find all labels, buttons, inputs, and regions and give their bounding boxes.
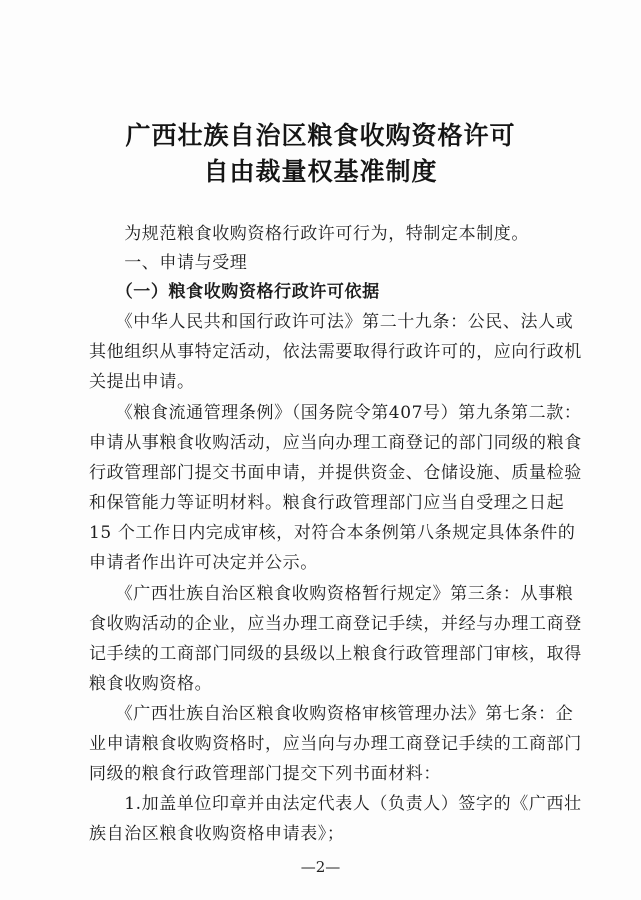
- paragraph-line: 粮食收购资格。: [89, 674, 213, 694]
- document-title-line-1: 广西壮族自治区粮食收购资格许可: [125, 121, 516, 150]
- paragraph-line: 和保管能力等证明材料。粮食行政管理部门应当自受理之日起: [89, 493, 565, 513]
- paragraph-line: 申请者作出许可决定并公示。: [89, 553, 318, 573]
- paragraph-line: 食收购活动的企业，应当办理工商登记手续，并经与办理工商登: [89, 614, 582, 634]
- paragraph-line: 《广西壮族自治区粮食收购资格暂行规定》第三条：从事粮: [89, 584, 574, 604]
- paragraph-line: 记手续的工商部门同级的县级以上粮食行政管理部门审核，取得: [89, 644, 582, 664]
- paragraph-line: 《粮食流通管理条例》（国务院令第407号）第九条第二款：: [89, 403, 582, 423]
- paragraph-line: 同级的粮食行政管理部门提交下列书面材料：: [89, 764, 441, 784]
- paragraph-line: 申请从事粮食收购活动，应当向办理工商登记的部门同级的粮食: [89, 433, 582, 453]
- list-item-line: 1.加盖单位印章并由法定代表人（负责人）签字的《广西壮: [89, 794, 582, 814]
- list-item-line: 族自治区粮食收购资格申请表》；: [89, 824, 345, 844]
- paragraph-line: 《中华人民共和国行政许可法》第二十九条：公民、法人或: [89, 312, 574, 332]
- paragraph-line: 其他组织从事特定活动，依法需要取得行政许可的，应向行政机: [89, 342, 582, 362]
- paragraph-line: 《广西壮族自治区粮食收购资格审核管理办法》第七条：企: [89, 704, 574, 724]
- subsection-heading-1: （一）粮食收购资格行政许可依据: [89, 282, 380, 302]
- paragraph-line: 业申请粮食收购资格时，应当向与办理工商登记手续的工商部门: [89, 734, 582, 754]
- page-number: —2—: [300, 858, 341, 876]
- paragraph-line: 关提出申请。: [89, 372, 195, 392]
- intro-paragraph: 为规范粮食收购资格行政许可行为，特制定本制度。: [89, 224, 529, 244]
- paragraph-line: 15 个工作日内完成审核，对符合本条例第八条规定具体条件的: [89, 523, 576, 543]
- paragraph-line: 行政管理部门提交书面申请，并提供资金、仓储设施、质量检验: [89, 463, 582, 483]
- section-heading-1: 一、申请与受理: [89, 253, 248, 273]
- document-title-line-2: 自由裁量权基准制度: [203, 157, 438, 186]
